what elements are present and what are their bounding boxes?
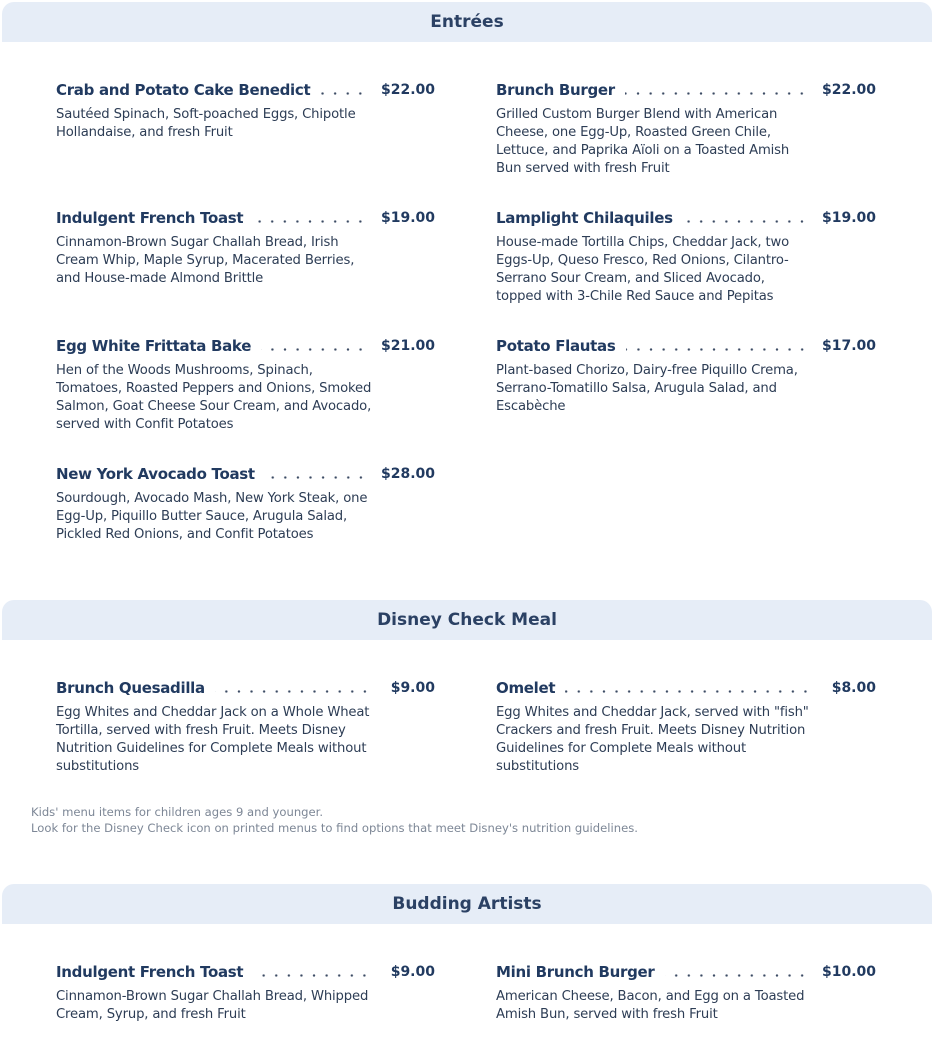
menu-item-description: Hen of the Woods Mushrooms, Spinach, Tomatoes, Roasted Peppers and Onions, Smoked Salmon, Goat Cheese Sour Cream, and Avocado, served with Confit Potatoes [56,363,372,432]
menu-item-description: Plant-based Chorizo, Dairy-free Piquillo Crema, Serrano-Tomatillo Salsa, Arugula Salad, and Escabèche [496,363,798,414]
dot-leader [683,208,808,228]
menu-item-price: $28.00 [380,466,435,482]
dot-leader [625,80,808,100]
menu-item-price: $19.00 [380,210,435,226]
menu-item-description: Egg Whites and Cheddar Jack, served with "fish" Crackers and fresh Fruit. Meets Disney Nutrition Guidelines for Complete Meals without substitutions [496,705,809,774]
menu-item-name: Indulgent French Toast [56,209,253,227]
menu-item-price: $8.00 [831,680,876,696]
menu-item-price: $21.00 [380,338,435,354]
section-header-disney-check-meal: Disney Check Meal [2,600,932,640]
dot-leader [261,336,367,356]
menu-item-description: Grilled Custom Burger Blend with American Cheese, one Egg-Up, Roasted Green Chile, Lettuce, and Paprika Aïoli on a Toasted Amish Bun served with fresh Fruit [496,107,790,176]
menu-item[interactable] [56,80,435,142]
section-header-budding-artists: Budding Artists [2,884,932,924]
menu-item-name: New York Avocado Toast [56,465,265,483]
menu-item[interactable] [496,678,876,776]
menu-item-description: Sourdough, Avocado Mash, New York Steak, one Egg-Up, Piquillo Butter Sauce, Arugula Salad, Pickled Red Onions, and Confit Potatoes [56,491,368,542]
disney-check-note: Look for the Disney Check icon on printed menus to find options that meet Disney's nutrition guidelines. [31,821,638,835]
menu-item-price: $10.00 [821,964,876,980]
dot-leader [320,80,367,100]
menu-item[interactable] [496,80,876,178]
menu-item-price: $17.00 [821,338,876,354]
menu-item[interactable] [56,464,435,544]
menu-item-name: Brunch Burger [496,81,625,99]
menu-item[interactable] [56,962,435,1024]
menu-item-name: Mini Brunch Burger [496,963,665,981]
menu-item-price: $9.00 [390,680,435,696]
kids-menu-note [31,804,638,836]
menu-item-description: Cinnamon-Brown Sugar Challah Bread, Whipped Cream, Syrup, and fresh Fruit [56,989,369,1022]
menu-item-name: Omelet [496,679,565,697]
menu-item[interactable] [56,336,435,434]
menu-item-price: $19.00 [821,210,876,226]
menu-item[interactable] [496,336,876,416]
menu-item-name: Lamplight Chilaquiles [496,209,683,227]
section-header-entrees: Entrées [2,2,932,42]
menu-item[interactable] [496,962,876,1024]
dot-leader [253,208,367,228]
dot-leader [626,336,808,356]
menu-item-description: Cinnamon-Brown Sugar Challah Bread, Irish Cream Whip, Maple Syrup, Macerated Berries, and House-made Almond Brittle [56,235,355,286]
menu-item-name: Indulgent French Toast [56,963,253,981]
kids-age-note: Kids' menu items for children ages 9 and younger. [31,805,324,819]
menu-item[interactable] [56,678,435,776]
dot-leader [215,678,371,698]
menu-item-price: $9.00 [390,964,435,980]
menu-item-description: Sautéed Spinach, Soft-poached Eggs, Chipotle Hollandaise, and fresh Fruit [56,107,356,140]
menu-item[interactable] [56,208,435,288]
dot-leader [265,464,367,484]
menu-item[interactable] [496,208,876,306]
menu-item-description: American Cheese, Bacon, and Egg on a Toasted Amish Bun, served with fresh Fruit [496,989,805,1022]
menu-item-name: Egg White Frittata Bake [56,337,261,355]
menu-item-price: $22.00 [380,82,435,98]
dot-leader [565,678,812,698]
dot-leader [665,962,808,982]
menu-item-name: Brunch Quesadilla [56,679,215,697]
menu-item-description: Egg Whites and Cheddar Jack on a Whole Wheat Tortilla, served with fresh Fruit. Meets Disney Nutrition Guidelines for Complete Meals without substitutions [56,705,370,774]
menu-item-description: House-made Tortilla Chips, Cheddar Jack, two Eggs-Up, Queso Fresco, Red Onions, Cilantro-Serrano Sour Cream, and Sliced Avocado, topped with 3-Chile Red Sauce and Pepitas [496,235,790,304]
menu-item-name: Crab and Potato Cake Benedict [56,81,320,99]
menu-item-name: Potato Flautas [496,337,626,355]
dot-leader [253,962,371,982]
menu-item-price: $22.00 [821,82,876,98]
